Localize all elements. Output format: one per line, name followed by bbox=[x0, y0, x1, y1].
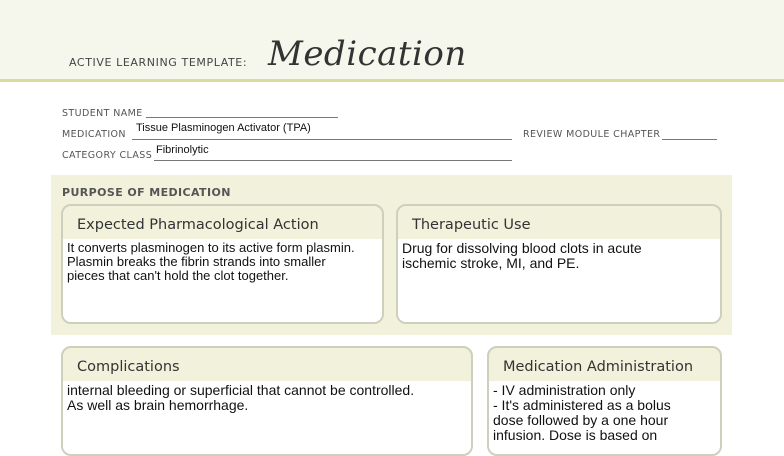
purpose-title: PURPOSE OF MEDICATION bbox=[62, 186, 231, 199]
medication-line bbox=[132, 139, 512, 140]
expected-action-card bbox=[61, 204, 384, 324]
therapeutic-use-text[interactable]: Drug for dissolving blood clots in acute ischemic stroke, MI, and PE. bbox=[398, 239, 720, 322]
student-name-line bbox=[146, 117, 338, 118]
expected-action-title: Expected Pharmacological Action bbox=[77, 217, 319, 233]
complications-title: Complications bbox=[77, 359, 180, 375]
template-label: ACTIVE LEARNING TEMPLATE: bbox=[69, 56, 248, 69]
category-class-label: CATEGORY CLASS bbox=[62, 150, 153, 161]
category-class-field[interactable]: Fibrinolytic bbox=[156, 144, 209, 156]
administration-text[interactable]: - IV administration only - It's administered as a bolus dose followed by a one hour infusion. Dose is based on bbox=[489, 381, 720, 454]
complications-card bbox=[61, 346, 473, 456]
review-module-line bbox=[662, 139, 717, 140]
category-class-line bbox=[154, 160, 512, 161]
review-module-label: REVIEW MODULE CHAPTER bbox=[523, 129, 661, 140]
medication-field[interactable]: Tissue Plasminogen Activator (TPA) bbox=[136, 122, 311, 134]
administration-card bbox=[487, 346, 722, 456]
administration-title: Medication Administration bbox=[503, 359, 694, 375]
medication-label: MEDICATION bbox=[62, 129, 126, 140]
header-rule bbox=[0, 79, 784, 82]
student-name-label: STUDENT NAME bbox=[62, 108, 143, 119]
therapeutic-use-card bbox=[396, 204, 722, 324]
expected-action-text[interactable]: It converts plasminogen to its active form plasmin. Plasmin breaks the fibrin strands into smaller pieces that can't hold the clot together. bbox=[63, 239, 382, 322]
therapeutic-use-title: Therapeutic Use bbox=[412, 217, 531, 233]
template-title: Medication bbox=[268, 34, 467, 74]
complications-text[interactable]: internal bleeding or superficial that cannot be controlled. As well as brain hemorrhage. bbox=[63, 381, 471, 454]
